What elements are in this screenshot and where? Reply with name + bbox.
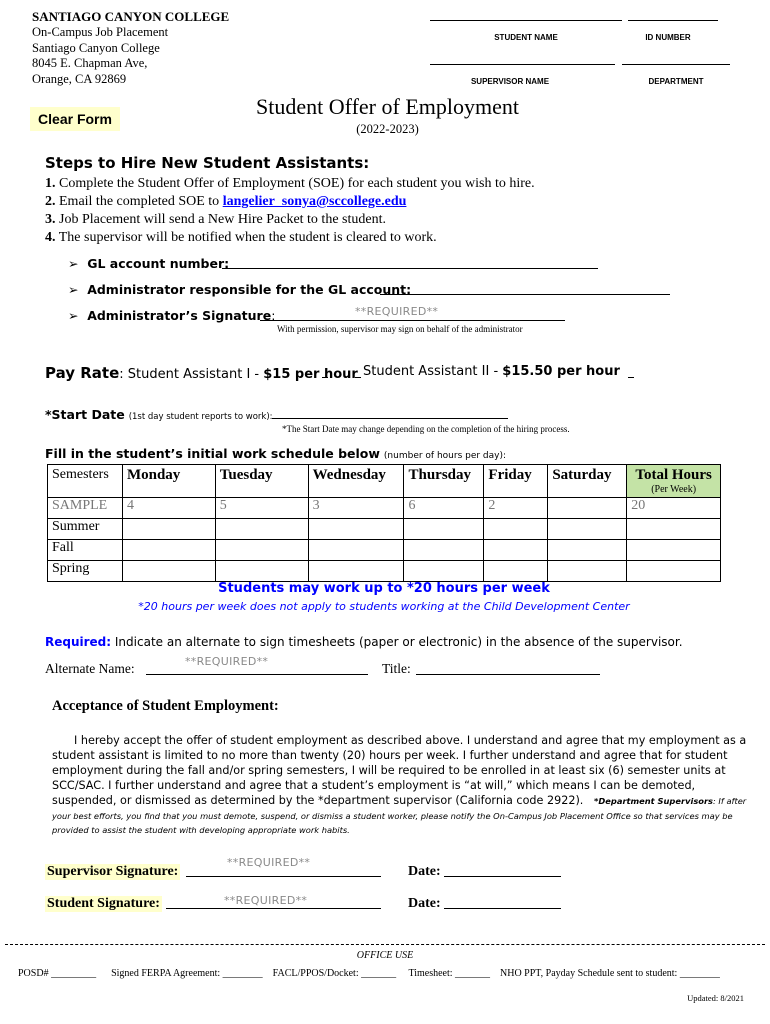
permission-note: With permission, supervisor may sign on behalf of the administrator [277, 324, 523, 334]
sa2-label: Student Assistant II - [363, 364, 503, 379]
row-label: Summer [48, 519, 123, 540]
student-signature-field[interactable] [166, 908, 381, 909]
supervisor-name-field[interactable] [430, 64, 615, 65]
per-week-label: (Per Week) [651, 484, 697, 495]
table-cell: 3 [308, 498, 404, 519]
column-header: Tuesday [215, 465, 308, 498]
step-item [45, 229, 535, 247]
nho-field[interactable]: ________ [679, 968, 720, 979]
supervisor-date-label: Date: [408, 864, 441, 879]
schedule-input-cell[interactable] [215, 519, 308, 540]
column-header: Total Hours [635, 467, 712, 483]
admin-signature-field[interactable] [260, 320, 565, 321]
address-line: Santiago Canyon College [32, 40, 160, 55]
posd-label: POSD# [18, 968, 49, 979]
schedule-input-cell[interactable] [122, 561, 215, 582]
office-use-heading: OFFICE USE [356, 950, 414, 961]
supervisor-signature-label: Supervisor Signature: [47, 864, 179, 879]
table-row [48, 498, 721, 519]
step-text: The supervisor will be notified when the student is cleared to work. [58, 230, 437, 245]
college-name: SANTIAGO CANYON COLLEGE [32, 9, 230, 24]
schedule-input-cell[interactable] [122, 540, 215, 561]
sa1-checkbox[interactable] [322, 377, 328, 378]
schedule-heading: Fill in the student’s initial work schedule below [45, 446, 380, 461]
step-number: 3. [45, 212, 56, 227]
schedule-input-cell[interactable] [215, 540, 308, 561]
max-hours-note: Students may work up to *20 hours per week [218, 581, 550, 596]
gl-account-row [68, 256, 229, 271]
table-header-row [48, 465, 721, 498]
updated-date: Updated: 8/2021 [687, 993, 744, 1003]
start-date-footnote: *The Start Date may change depending on the completion of the hiring process. [282, 424, 570, 434]
dept-supervisors-label: *Department Supervisors [594, 795, 713, 806]
student-signature-required: **REQUIRED** [224, 894, 308, 907]
student-name-label: STUDENT NAME [494, 33, 558, 42]
admin-signature-label: Administrator’s Signature [87, 308, 272, 323]
administrator-row [68, 282, 411, 297]
address-line: Orange, CA 92869 [32, 71, 127, 86]
steps-list [45, 175, 535, 247]
total-hours-header [627, 465, 721, 498]
dept-supervisors-note: : If after your best efforts, you find that you must demote, suspend, or dismiss a student worker, please notify the On-Campus Job Placement Office so that services may be provided to assist the student with developing appropriate work habits. [52, 795, 747, 836]
steps-heading: Steps to Hire New Student Assistants: [45, 154, 370, 172]
ferpa-field[interactable]: ________ [222, 968, 263, 979]
step-item [45, 175, 535, 193]
step-number: 2. [45, 194, 56, 209]
step-text: Email the completed SOE to [59, 194, 223, 209]
sa2-extra-field[interactable] [628, 377, 634, 378]
start-date-field[interactable] [272, 418, 508, 419]
student-date-field[interactable] [444, 908, 561, 909]
facl-label: FACL/PPOS/Docket: [272, 968, 359, 979]
sa1-rate: $15 per hour [263, 367, 358, 382]
schedule-heading-row [45, 446, 506, 461]
administrator-field[interactable] [380, 294, 670, 295]
admin-signature-required: **REQUIRED** [355, 305, 439, 318]
schedule-input-cell[interactable] [627, 540, 721, 561]
supervisor-signature-required: **REQUIRED** [227, 856, 311, 869]
cdc-note: *20 hours per week does not apply to students working at the Child Development Center [138, 600, 630, 613]
posd-field[interactable]: _________ [51, 968, 97, 979]
timesheet-field[interactable]: _______ [455, 968, 491, 979]
student-date-label: Date: [408, 896, 441, 911]
gl-account-label: GL account number: [87, 256, 230, 271]
administrator-label: Administrator responsible for the GL account: [87, 282, 412, 297]
schedule-input-cell[interactable] [308, 519, 404, 540]
department-field[interactable] [622, 64, 730, 65]
department-label: DEPARTMENT [648, 77, 704, 86]
start-date-row [45, 407, 273, 422]
table-cell: 6 [404, 498, 484, 519]
row-label: Fall [48, 540, 123, 561]
column-header: Monday [122, 465, 215, 498]
form-year: (2022-2023) [356, 122, 419, 136]
clear-form-button[interactable]: Clear Form [30, 107, 120, 131]
schedule-input-cell[interactable] [215, 561, 308, 582]
nho-label: NHO PPT, Payday Schedule sent to student: [500, 968, 678, 979]
table-cell: 5 [215, 498, 308, 519]
supervisor-name-label: SUPERVISOR NAME [470, 77, 550, 86]
schedule-input-cell[interactable] [404, 561, 484, 582]
table-cell [548, 498, 627, 519]
pay-rate-label: Pay Rate [45, 364, 120, 382]
column-header: Semesters [48, 465, 123, 498]
office-divider [5, 944, 765, 945]
schedule-input-cell[interactable] [404, 519, 484, 540]
id-number-field[interactable] [628, 20, 718, 21]
required-label: Required: [45, 635, 112, 649]
admin-signature-row: ➢ Administrator’s Signature: [68, 308, 276, 323]
schedule-input-cell[interactable] [548, 561, 627, 582]
arrow-bullet-icon: ➢ [68, 256, 88, 271]
row-label: Spring [48, 561, 123, 582]
start-date-note: (1st day student reports to work): [128, 412, 273, 422]
alternate-instruction-row [45, 635, 683, 649]
ferpa-label: Signed FERPA Agreement: [111, 968, 221, 979]
table-row [48, 540, 721, 561]
arrow-bullet-icon: ➢ [68, 282, 88, 297]
pay-rate-row: Pay Rate: Student Assistant I - $15 per hour [45, 364, 358, 382]
arrow-bullet-icon: ➢ [68, 308, 88, 323]
schedule-input-cell[interactable] [484, 540, 548, 561]
supervisor-date-field[interactable] [444, 876, 561, 877]
schedule-input-cell[interactable] [404, 540, 484, 561]
alternate-name-label: Alternate Name: [45, 661, 135, 676]
schedule-input-cell[interactable] [484, 519, 548, 540]
page-title: Student Offer of Employment [256, 94, 519, 119]
supervisor-signature-field[interactable] [186, 876, 381, 877]
column-header: Saturday [548, 465, 627, 498]
pay-rate-sa2 [363, 364, 620, 379]
step-item [45, 193, 535, 211]
step-number: 4. [45, 230, 56, 245]
table-row [48, 561, 721, 582]
student-signature-label: Student Signature: [47, 896, 160, 911]
sa1-label: Student Assistant I - [127, 367, 264, 382]
table-cell: 2 [484, 498, 548, 519]
id-number-label: ID NUMBER [645, 33, 691, 42]
table-row [48, 519, 721, 540]
timesheet-label: Timesheet: [408, 968, 453, 979]
student-name-field[interactable] [430, 20, 622, 21]
acceptance-text: I hereby accept the offer of student employment as described above. I understand and agree that my employment as a student assistant is limited to no more than twenty (20) hours per week. I further understand and agree that for student employment during the fall and/or spring semesters, I will be required to be enrolled in at least six (6) semester units at SCC/SAC. I further understand and agree that a student’s employment is “at will,” which means I can be demoted, suspended, or dismissed as determined by the *department supervisor (California code 2922). [52, 734, 747, 807]
schedule-input-cell[interactable] [484, 561, 548, 582]
column-header: Wednesday [308, 465, 404, 498]
email-link[interactable]: langelier_sonya@sccollege.edu [222, 194, 407, 209]
acceptance-body [52, 734, 750, 838]
step-text: Complete the Student Offer of Employment (SOE) for each student you wish to hire. [59, 176, 535, 191]
schedule-table [47, 464, 721, 582]
schedule-input-cell[interactable] [627, 519, 721, 540]
schedule-input-cell[interactable] [548, 540, 627, 561]
schedule-input-cell[interactable] [548, 519, 627, 540]
address-line: 8045 E. Chapman Ave, [32, 56, 148, 70]
schedule-input-cell[interactable] [122, 519, 215, 540]
alternate-name-field[interactable] [146, 674, 368, 675]
schedule-input-cell[interactable] [308, 561, 404, 582]
alternate-title-field[interactable] [416, 674, 600, 675]
schedule-input-cell[interactable] [308, 540, 404, 561]
step-number: 1. [45, 176, 56, 191]
college-address [32, 25, 168, 87]
schedule-heading-note: (number of hours per day): [383, 451, 507, 461]
table-cell: 4 [122, 498, 215, 519]
step-item [45, 211, 535, 229]
column-header: Thursday [404, 465, 484, 498]
address-line: On-Campus Job Placement [32, 25, 169, 39]
sa2-rate: $15.50 per hour [502, 364, 620, 379]
acceptance-heading: Acceptance of Student Employment: [52, 698, 279, 714]
step-text: Job Placement will send a New Hire Packet to the student. [59, 212, 386, 227]
gl-account-field[interactable] [222, 268, 598, 269]
office-use-row [18, 968, 720, 979]
row-label: SAMPLE [48, 498, 123, 519]
sa2-checkbox[interactable] [355, 377, 361, 378]
facl-field[interactable]: _______ [361, 968, 397, 979]
column-header: Friday [484, 465, 548, 498]
schedule-input-cell[interactable] [627, 561, 721, 582]
alternate-title-label: Title: [382, 661, 411, 676]
start-date-label: *Start Date [45, 407, 125, 422]
alternate-instruction: Indicate an alternate to sign timesheets (paper or electronic) in the absence of the supervisor. [111, 635, 683, 649]
table-cell: 20 [627, 498, 721, 519]
alternate-name-required: **REQUIRED** [185, 655, 269, 668]
